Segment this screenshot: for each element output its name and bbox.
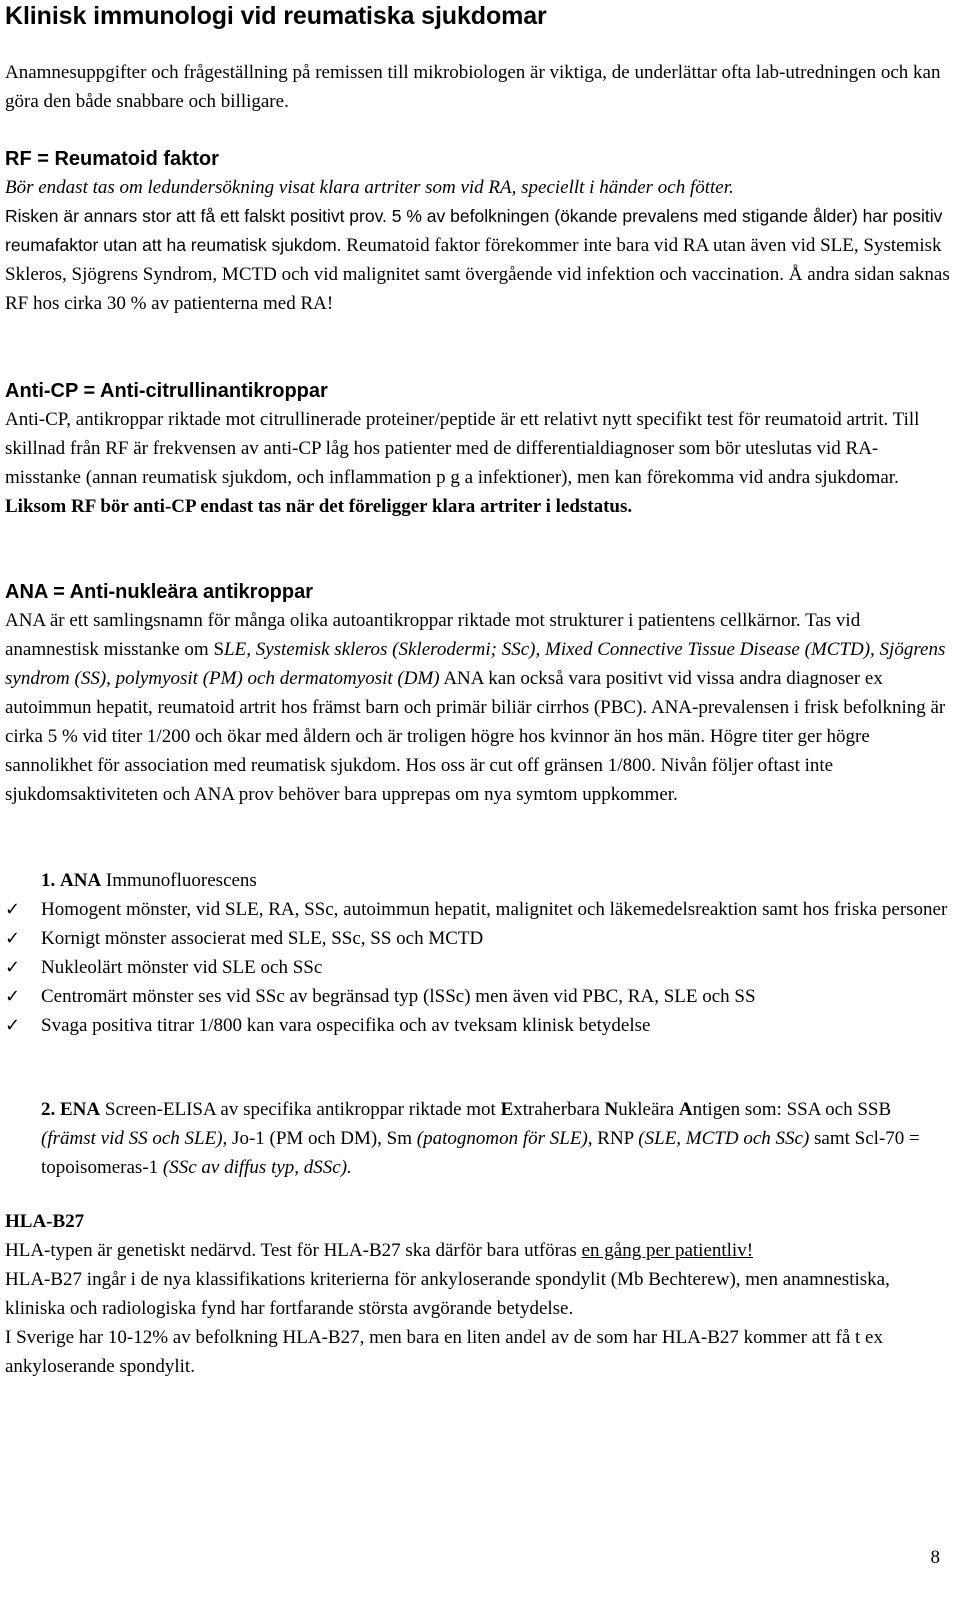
acp-section xyxy=(5,377,950,521)
ena-i2: (patognomon för SLE), xyxy=(416,1128,593,1149)
list-item xyxy=(5,924,950,953)
list-item xyxy=(5,1011,950,1040)
checkmark-icon: ✓ xyxy=(5,899,21,920)
list-item xyxy=(5,953,950,982)
acp-heading: Anti-CP = Anti-citrullinantikroppar xyxy=(5,380,328,402)
list-item-text: Nukleolärt mönster vid SLE och SSc xyxy=(41,957,323,978)
list-item-text: Homogent mönster, vid SLE, RA, SSc, autoimmun hepatit, malignitet och läkemedelsreaktion samt hos friska personer xyxy=(41,899,948,920)
ena-t4: ntigen som: SSA och SSB xyxy=(692,1099,892,1120)
hla-l1-underline: en gång per patientliv! xyxy=(581,1240,754,1261)
acp-body xyxy=(5,405,950,521)
list-item xyxy=(5,982,950,1011)
ena-a: A xyxy=(678,1099,693,1120)
hla-heading: HLA-B27 xyxy=(5,1211,85,1232)
rf-section xyxy=(5,145,950,318)
ena-i1: (främst vid SS och SLE) xyxy=(41,1128,223,1149)
checkmark-icon: ✓ xyxy=(5,957,21,978)
ena-t7: samt Scl-70 = topoisomeras-1 xyxy=(41,1128,920,1178)
ana-section xyxy=(5,578,950,809)
acp-body-text: Anti-CP, antikroppar riktade mot citrullinerade proteiner/peptide är ett relativt nytt specifikt test för reumatoid artrit. Till skillnad från RF är frekvensen av anti-CP låg hos patienter med de differentialdiagnoser som bör uteslutas vid RA-misstanke (annan reumatisk sjukdom, och inflammation p g a infektioner), men kan förekomma vid andra sjukdomar. xyxy=(5,409,920,488)
ena-t3: ukleära xyxy=(618,1099,679,1120)
ena-i4: (SSc av diffus typ, dSSc). xyxy=(162,1157,352,1178)
list2-number: 2. xyxy=(41,1099,56,1120)
rf-sans-text: Risken är annars stor att få ett falskt positivt prov. 5 % av befolkningen (ökande prevalens med stigande ålder) har positiv reumafaktor utan att ha reumatisk sjukdom. xyxy=(5,206,943,255)
list-item xyxy=(5,895,950,924)
ena-text xyxy=(41,1095,950,1182)
hla-section xyxy=(5,1207,950,1381)
rf-italic-text: Bör endast tas om ledundersökning visat klara artriter som vid RA, speciellt i händer och fötter. xyxy=(5,177,734,198)
ena-t2: xtraherbara xyxy=(513,1099,605,1120)
checkmark-icon: ✓ xyxy=(5,986,21,1007)
acp-bold-text: Liksom RF bör anti-CP endast tas när det föreligger klara artriter i ledstatus. xyxy=(5,496,633,517)
rf-body xyxy=(5,173,950,318)
list-item-text: Centromärt mönster ses vid SSc av begränsad typ (lSSc) men även vid PBC, RA, SLE och SS xyxy=(41,986,756,1007)
ena-t5: , Jo-1 (PM och DM), Sm xyxy=(222,1128,417,1149)
hla-line-1 xyxy=(5,1236,950,1265)
rf-heading: RF = Reumatoid faktor xyxy=(5,148,219,170)
ena-t1: Screen-ELISA av specifika antikroppar riktade mot xyxy=(100,1099,501,1120)
list1-heading xyxy=(5,866,950,895)
intro-paragraph: Anamnesuppgifter och frågeställning på remissen till mikrobiologen är viktiga, de underlättar ofta lab-utredningen och kan göra den både snabbare och billigare. xyxy=(5,62,941,112)
ana-list xyxy=(5,866,950,1040)
ana-body xyxy=(5,606,950,809)
checkmark-icon: ✓ xyxy=(5,1015,21,1036)
list2-abbr: ENA xyxy=(60,1099,101,1120)
list-item-text: Kornigt mönster associerat med SLE, SSc, SS och MCTD xyxy=(41,928,484,949)
ena-e: E xyxy=(500,1099,514,1120)
ena-i3: (SLE, MCTD och SSc) xyxy=(638,1128,810,1149)
page-title: Klinisk immunologi vid reumatiska sjukdomar xyxy=(5,2,547,30)
ana-heading: ANA = Anti-nukleära antikroppar xyxy=(5,581,314,603)
hla-line-2: HLA-B27 ingår i de nya klassifikations kriterierna för ankyloserande spondylit (Mb Bechterew), men anamnestiska, kliniska och radiologiska fynd har fortfarande största avgörande betydelse. xyxy=(5,1269,890,1319)
hla-line-3: I Sverige har 10-12% av befolkning HLA-B27, men bara en liten andel av de som har HLA-B27 kommer att få t ex ankyloserande spondylit. xyxy=(5,1327,883,1377)
ana-text-italic: LE, Systemisk skleros (Sklerodermi; SSc), Mixed Connective Tissue Disease (MCTD), Sjögrens syndrom (SS), polymyosit (PM) och dermatomyosit (DM) xyxy=(5,639,946,689)
ena-t6: RNP xyxy=(592,1128,639,1149)
list1-number: 1. xyxy=(41,870,56,891)
list-item-text: Svaga positiva titrar 1/800 kan vara ospecifika och av tveksam klinisk betydelse xyxy=(41,1015,651,1036)
ana-text-2: ANA kan också vara positivt vid vissa andra diagnoser ex autoimmun hepatit, reumatoid artrit hos främst barn och primär biliär cirrhos (PBC). ANA-prevalensen i frisk befolkning är cirka 5 % vid titer 1/200 och ökar med åldern och är troligen högre hos kvinnor än hos män. Högre titer ger högre sannolikhet för association med reumatisk sjukdom. Hos oss är cut off gränsen 1/800. Nivån följer oftast inte sjukdomsaktiviteten och ANA prov behöver bara upprepas om nya symtom uppkommer. xyxy=(5,668,946,805)
hla-heading-row xyxy=(5,1207,950,1236)
page-number: 8 xyxy=(930,1547,940,1568)
ana-text-1: ANA är ett samlingsnamn för många olika autoantikroppar riktade mot strukturer i patientens cellkärnor. Tas vid anamnestisk misstanke om S xyxy=(5,610,861,660)
checkmark-icon: ✓ xyxy=(5,928,21,949)
ena-n: N xyxy=(604,1099,619,1120)
ena-paragraph xyxy=(41,1095,950,1182)
list1-label: Immunofluorescens xyxy=(101,870,257,891)
list1-abbr: ANA xyxy=(60,870,102,891)
rf-serif-text: Reumatoid faktor förekommer inte bara vid RA utan även vid SLE, Systemisk Skleros, Sjögrens Syndrom, MCTD och vid malignitet samt övergående vid infektion och vaccination. Å andra sidan saknas RF hos cirka 30 % av patienterna med RA! xyxy=(5,235,950,314)
hla-l1-text: HLA-typen är genetiskt nedärvd. Test för HLA-B27 ska därför bara utföras xyxy=(5,1240,582,1261)
